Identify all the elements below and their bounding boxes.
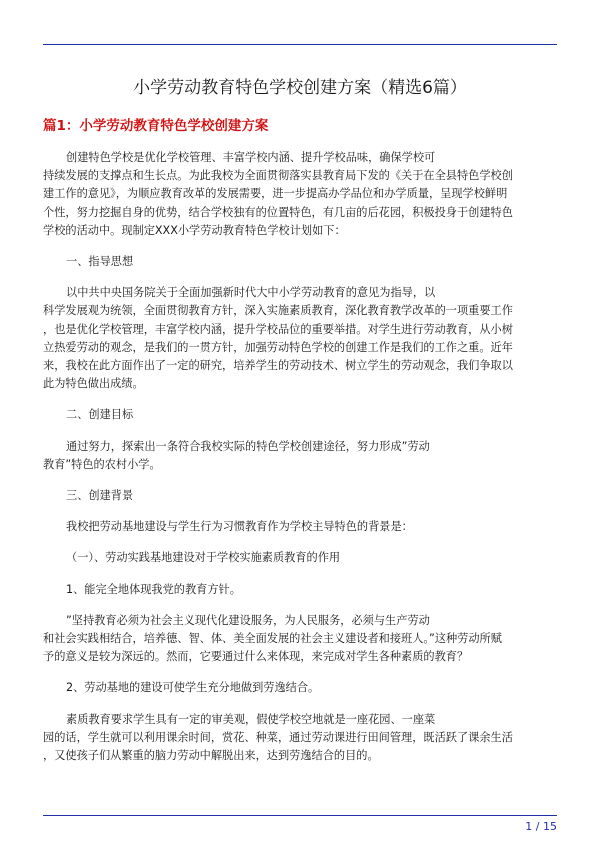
paragraph bbox=[43, 284, 557, 393]
text-line: 学校的活动中。现制定XXX小学劳动教育特色学校计划如下： bbox=[43, 223, 346, 237]
page-number: 1 / 15 bbox=[525, 820, 557, 833]
text-line: 创建特色学校是优化学校管理、丰富学校内涵、提升学校品味，确保学校可 bbox=[66, 151, 436, 164]
text-line: ，也是优化学校管理，丰富学校内涵，提升学校品位的重要举措。对学生进行劳动教育，从小树 bbox=[43, 322, 513, 336]
paragraph bbox=[43, 518, 557, 536]
text-line: 素质教育要求学生具有一定的审美观，假使学校空地就是一座花园、一座菜 bbox=[66, 712, 436, 726]
text-line: 以中共中央国务院关于全面加强新时代大中小学劳动教育的意见为指导，以 bbox=[66, 286, 436, 300]
text-line: 和社会实践相结合，培养德、智、体、美全面发展的社会主义建设者和接班人。”这种劳动所赋 bbox=[43, 632, 502, 646]
text-line: 此为特色做出成绩。 bbox=[43, 377, 144, 391]
text-line: 教育”特色的农村小学。 bbox=[43, 457, 161, 471]
paragraph bbox=[43, 581, 557, 599]
text-line: 立热爱劳动的观念，是我们的一贯方针，加强劳动特色学校的创建工作是我们的工作之重。近年 bbox=[43, 340, 513, 354]
paragraph bbox=[43, 711, 557, 766]
paragraph bbox=[43, 253, 557, 271]
footer-rule bbox=[43, 815, 557, 816]
text-line: 1、能完全地体现我党的教育方针。 bbox=[66, 582, 241, 596]
paragraph bbox=[43, 487, 557, 505]
text-line: 个性，努力挖掘自身的优势，结合学校独有的位置特色，有几亩的后花园，积极投身于创建特色 bbox=[43, 205, 513, 219]
paragraph bbox=[43, 438, 557, 474]
section-title: 篇1：小学劳动教育特色学校创建方案 bbox=[43, 118, 269, 134]
text-line: 予的意义是较为深远的。然而，它要通过什么来体现，来完成对学生各种素质的教育？ bbox=[43, 650, 469, 664]
text-line: 建工作的意见》，为顺应教育改革的发展需要，进一步提高办学品位和办学质量，呈现学校鲜明 bbox=[43, 187, 508, 201]
text-line: 二、创建目标 bbox=[66, 408, 134, 422]
text-line: ，又使孩子们从繁重的脑力劳动中解脱出来，达到劳逸结合的目的。 bbox=[43, 749, 379, 763]
document-title: 小学劳动教育特色学校创建方案（精选6篇） bbox=[133, 78, 467, 98]
document-body bbox=[43, 149, 557, 778]
text-line: 持续发展的支撑点和生长点。为此我校为全面贯彻落实县教育局下发的《关于在全县特色学校创 bbox=[43, 169, 513, 183]
text-line: 2、劳动基地的建设可使学生充分地做到劳逸结合。 bbox=[66, 681, 320, 695]
paragraph bbox=[43, 406, 557, 424]
text-line: 来，我校在此方面作出了一定的研究，培养学生的劳动技术、树立学生的劳动观念，我们争取以 bbox=[43, 359, 513, 373]
paragraph bbox=[43, 679, 557, 697]
text-line: 通过努力，探索出一条符合我校实际的特色学校创建途径，努力形成”劳动 bbox=[66, 439, 430, 453]
text-line: 科学发展观为统领，全面贯彻教育方针，深入实施素质教育，深化教育教学改革的一项重要工作 bbox=[43, 304, 513, 318]
text-line: 我校把劳动基地建设与学生行为习惯教育作为学校主导特色的背景是： bbox=[66, 520, 413, 534]
text-line: ”坚持教育必须为社会主义现代化建设服务，为人民服务，必须与生产劳动 bbox=[66, 613, 430, 627]
text-line: 园的话，学生就可以利用课余时间，赏花、种菜，通过劳动课进行田间管理，既活跃了课余生活 bbox=[43, 730, 513, 744]
paragraph bbox=[43, 612, 557, 667]
text-line: 三、创建背景 bbox=[66, 489, 134, 503]
text-line: 一、指导思想 bbox=[66, 255, 134, 269]
text-line: （一）、劳动实践基地建设对于学校实施素质教育的作用 bbox=[66, 551, 341, 565]
paragraph bbox=[43, 149, 557, 240]
header-rule bbox=[43, 44, 557, 45]
paragraph bbox=[43, 549, 557, 567]
